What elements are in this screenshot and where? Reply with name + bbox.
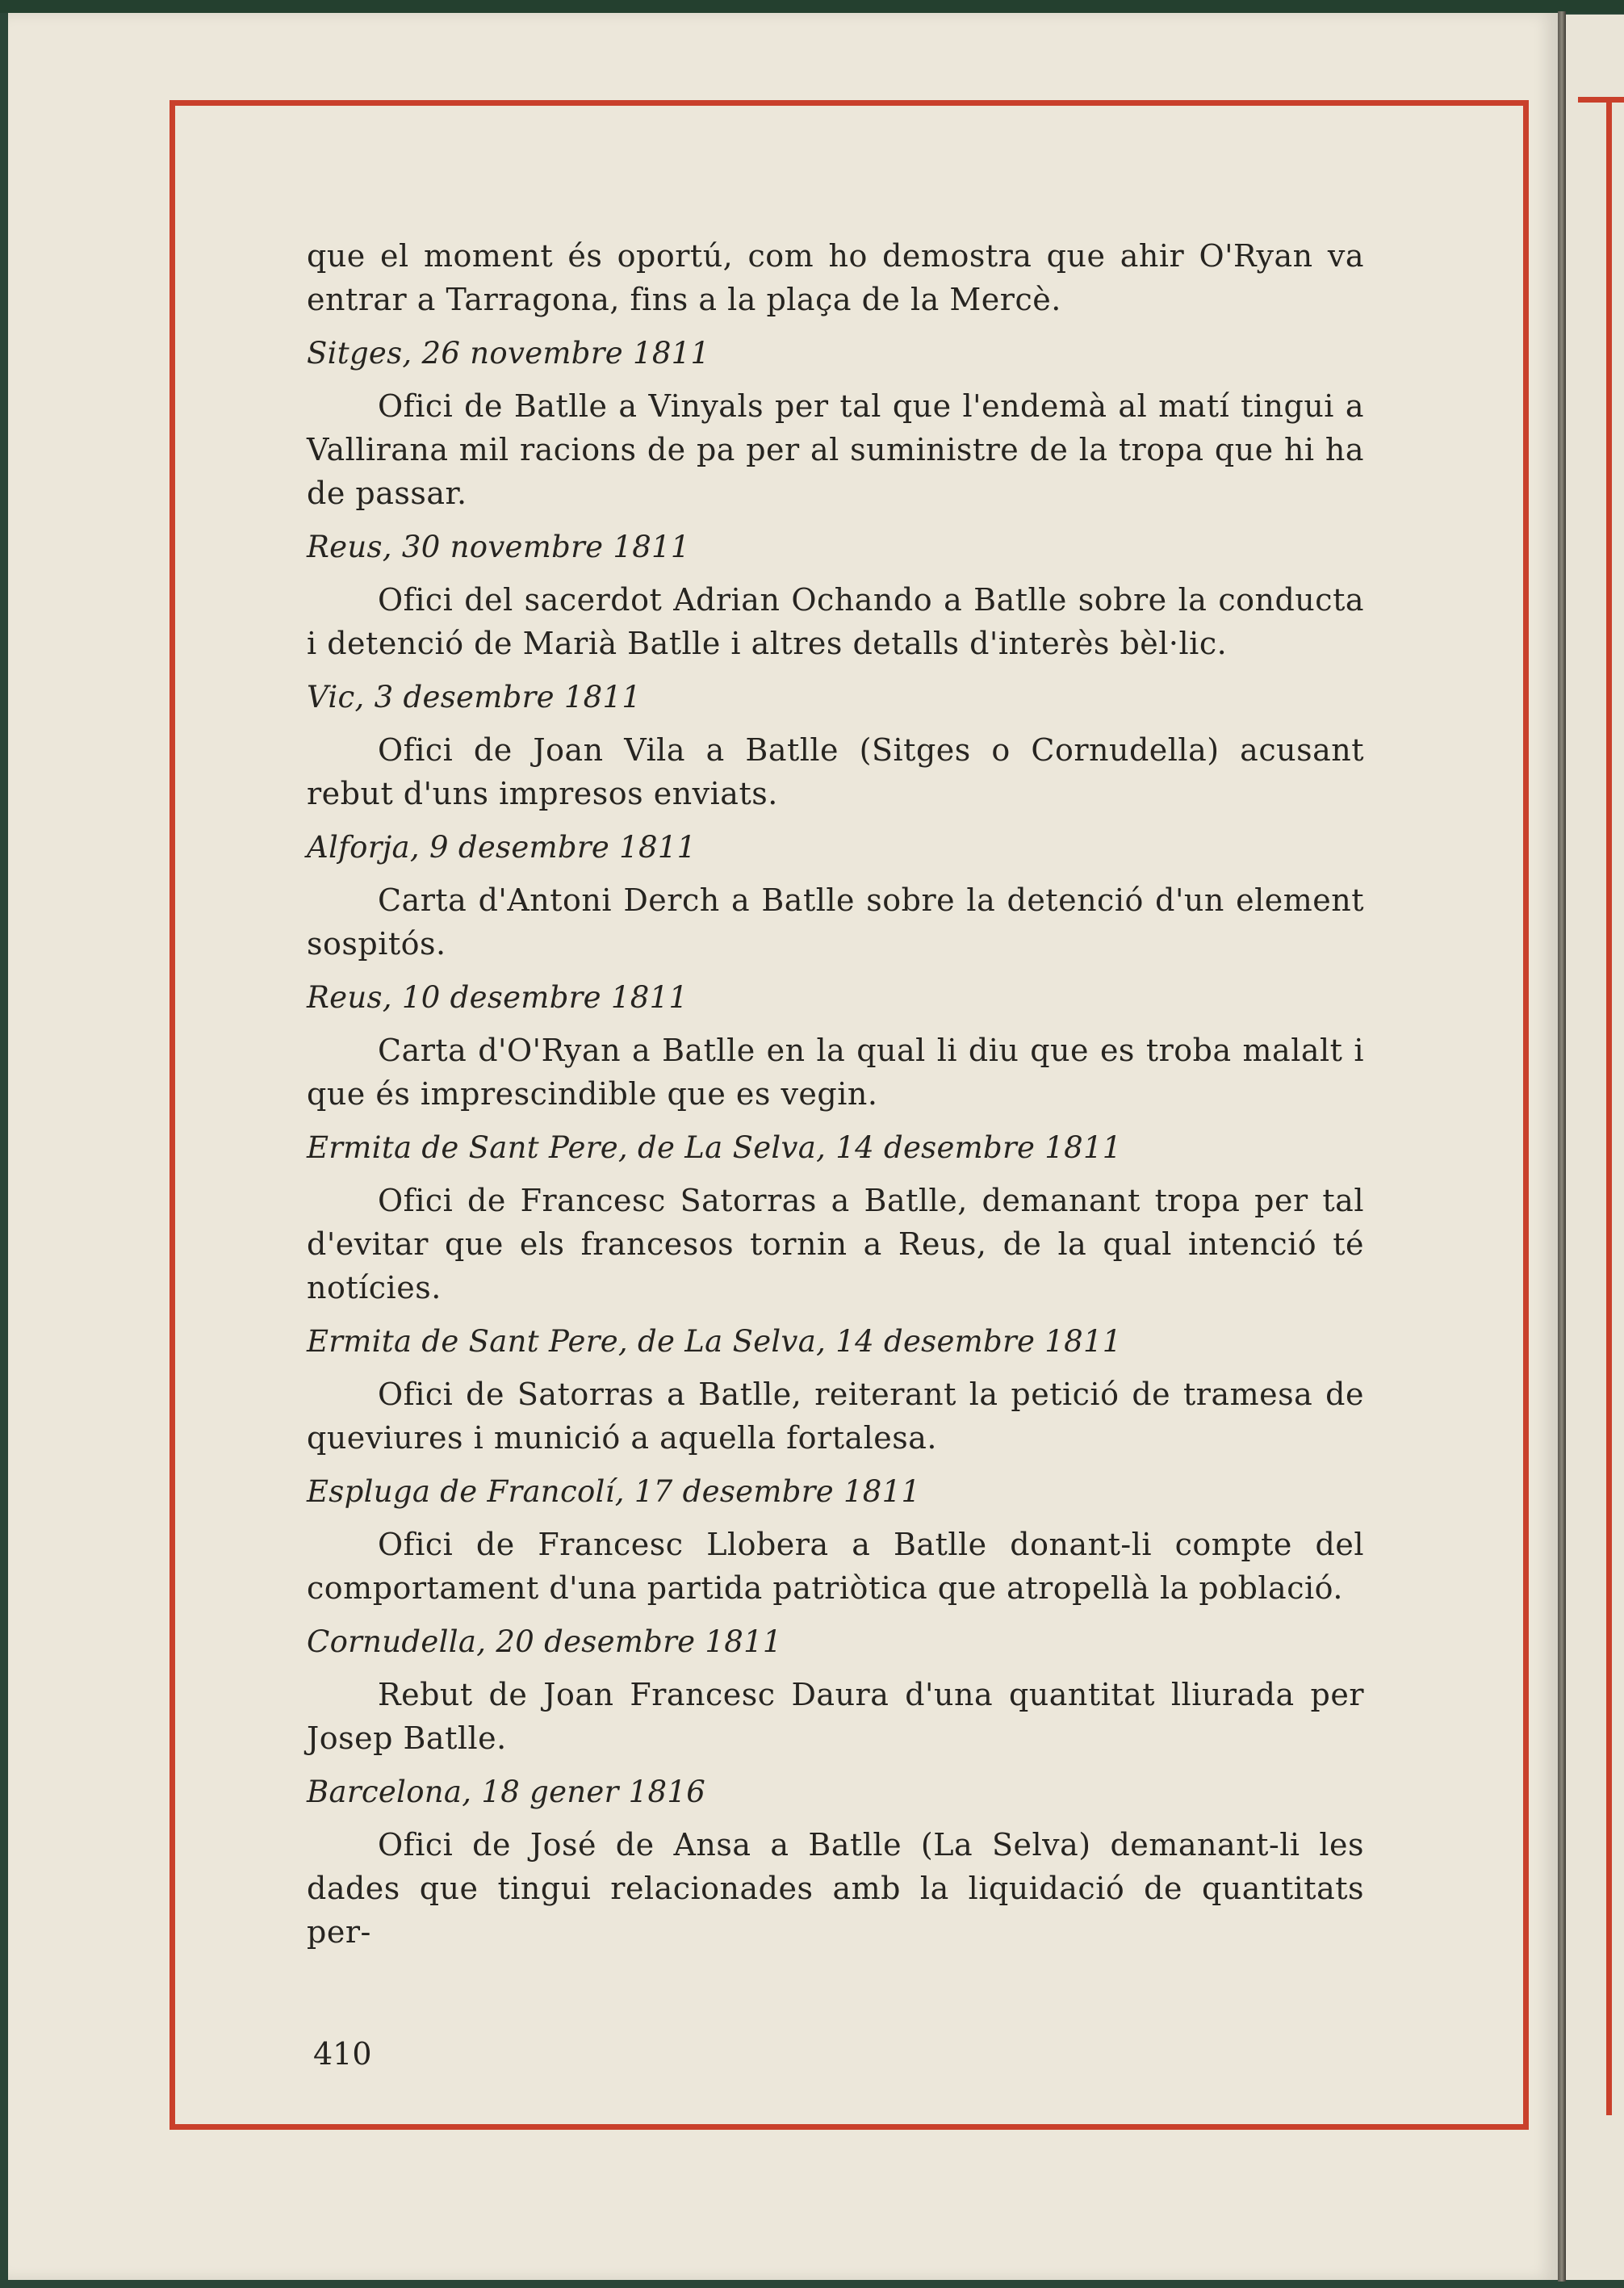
entry-text: Carta d'O'Ryan a Batlle en la qual li diu que es troba malalt i que és imprescindible que es vegin. bbox=[307, 1033, 1364, 1112]
entry-text: Ofici de Satorras a Batlle, reiterant la petició de tramesa de queviures i munició a aquella fortalesa. bbox=[307, 1377, 1364, 1456]
entry-heading: Reus, 30 novembre 1811 bbox=[307, 530, 690, 564]
entry-10 bbox=[307, 1770, 1364, 1954]
adjacent-page-border-top bbox=[1578, 97, 1624, 103]
page-content bbox=[307, 234, 1364, 1954]
entry-text: Ofici de José de Ansa a Batlle (La Selva) demanant-li les dades que tingui relacionades amb la liquidació de quantitats per- bbox=[307, 1827, 1364, 1950]
entry-text: Ofici de Joan Vila a Batlle (Sitges o Cornudella) acusant rebut d'uns impresos enviats. bbox=[307, 732, 1364, 811]
entry-5 bbox=[307, 976, 1364, 1116]
entry-text: Ofici de Francesc Llobera a Batlle donant-li compte del comportament d'una partida patriòtica que atropellà la població. bbox=[307, 1527, 1364, 1606]
entry-text: Ofici de Francesc Satorras a Batlle, demanant tropa per tal d'evitar que els francesos tornin a Reus, de la qual intenció té notícies. bbox=[307, 1183, 1364, 1305]
entry-1 bbox=[307, 332, 1364, 515]
book-gutter bbox=[1558, 11, 1566, 2282]
adjacent-page-border bbox=[1606, 97, 1612, 2115]
adjacent-page-edge bbox=[1566, 15, 1624, 2280]
entry-text: Carta d'Antoni Derch a Batlle sobre la detenció d'un element sospitós. bbox=[307, 882, 1364, 962]
entry-heading: Cornudella, 20 desembre 1811 bbox=[307, 1624, 782, 1659]
entry-heading: Reus, 10 desembre 1811 bbox=[307, 980, 689, 1015]
scan-background bbox=[0, 0, 1624, 13]
entry-2 bbox=[307, 526, 1364, 665]
entry-text: Rebut de Joan Francesc Daura d'una quantitat lliurada per Josep Batlle. bbox=[307, 1677, 1364, 1756]
entry-9 bbox=[307, 1620, 1364, 1760]
entry-7 bbox=[307, 1320, 1364, 1460]
entry-heading: Ermita de Sant Pere, de La Selva, 14 desembre 1811 bbox=[307, 1130, 1122, 1165]
entry-heading: Ermita de Sant Pere, de La Selva, 14 desembre 1811 bbox=[307, 1324, 1122, 1359]
entry-6 bbox=[307, 1126, 1364, 1310]
page-number: 410 bbox=[313, 2036, 372, 2072]
entry-text: Ofici del sacerdot Adrian Ochando a Batlle sobre la conducta i detenció de Marià Batlle i altres detalls d'interès bèl·lic. bbox=[307, 582, 1364, 661]
entry-3 bbox=[307, 676, 1364, 815]
entry-heading: Vic, 3 desembre 1811 bbox=[307, 680, 642, 714]
opening-paragraph: que el moment és oportú, com ho demostra que ahir O'Ryan va entrar a Tarragona, fins a la plaça de la Mercè. bbox=[307, 238, 1364, 317]
entry-heading: Espluga de Francolí, 17 desembre 1811 bbox=[307, 1474, 921, 1509]
entry-heading: Barcelona, 18 gener 1816 bbox=[307, 1775, 706, 1809]
entry-heading: Sitges, 26 novembre 1811 bbox=[307, 336, 710, 371]
entry-heading: Alforja, 9 desembre 1811 bbox=[307, 830, 697, 865]
entry-text: Ofici de Batlle a Vinyals per tal que l'endemà al matí tingui a Vallirana mil racions de pa per al suministre de la tropa que hi ha de passar. bbox=[307, 388, 1364, 511]
entry-4 bbox=[307, 826, 1364, 966]
entry-8 bbox=[307, 1470, 1364, 1610]
